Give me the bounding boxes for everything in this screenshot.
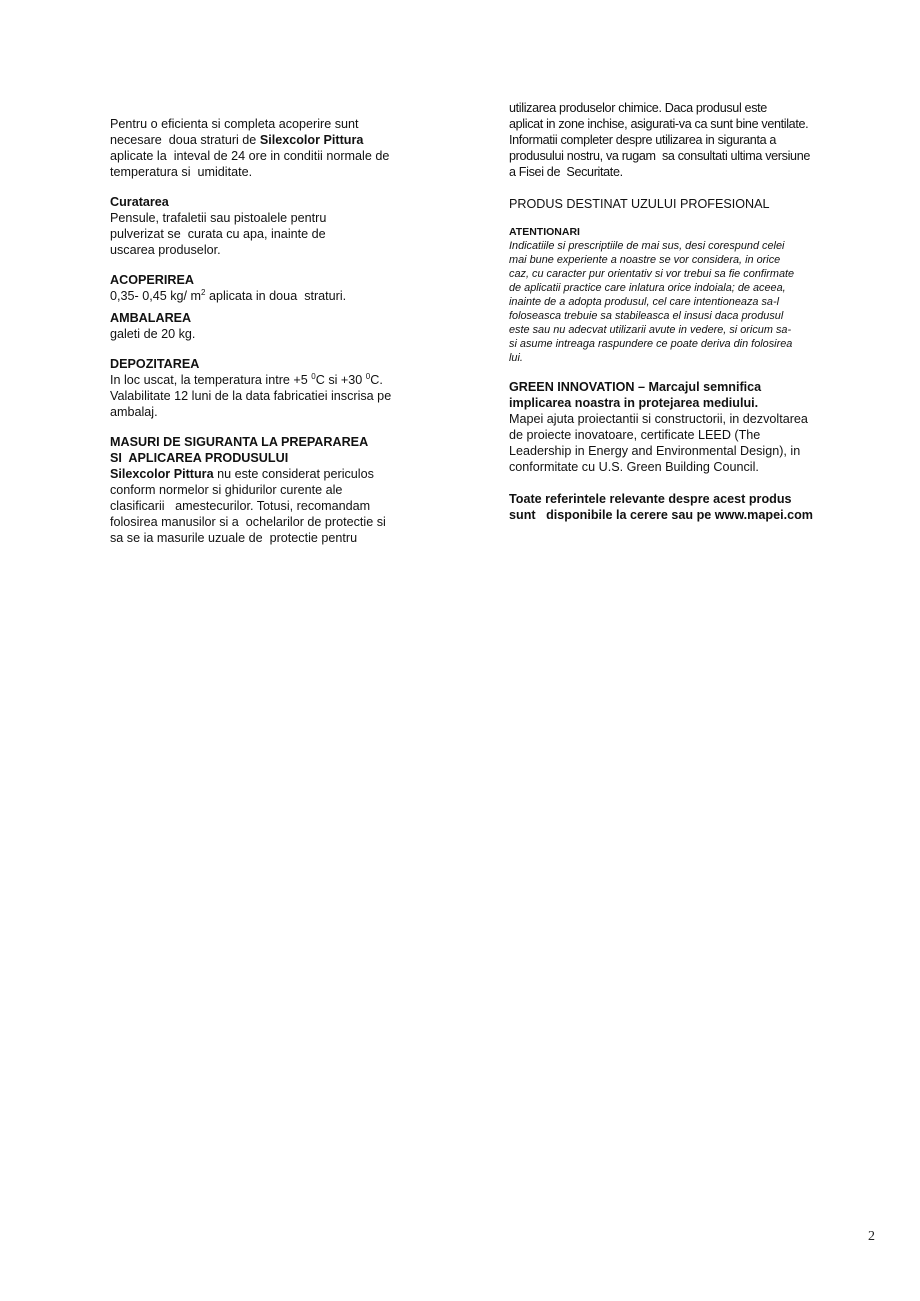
italic-line: mai bune experiente a noastre se vor considera, in orice	[509, 254, 781, 266]
section-heading: implicarea noastra in protejarea mediului.	[509, 396, 759, 410]
superscript: 0	[311, 372, 316, 381]
section-ambalarea	[110, 310, 430, 342]
bold-line: Toate referintele relevante despre acest produs	[509, 492, 792, 506]
professional-use-notice: PRODUS DESTINAT UZULUI PROFESIONAL	[509, 197, 770, 211]
section-atentionari	[509, 226, 849, 365]
references-notice	[509, 491, 849, 523]
text-line: Pensule, trafaletii sau pistoalele pentru	[110, 211, 327, 225]
section-green-innovation	[509, 379, 849, 475]
section-heading: ATENTIONARI	[509, 226, 580, 238]
section-acoperirea	[110, 272, 430, 304]
text-line	[110, 132, 430, 148]
text-line: clasificarii amestecurilor. Totusi, recomandam	[110, 499, 371, 513]
intro-paragraph	[110, 116, 430, 180]
text-fragment: necesare doua straturi de	[110, 133, 260, 147]
text-line: Informatii completer despre utilizarea in siguranta a	[509, 133, 777, 147]
section-heading: MASURI DE SIGURANTA LA PREPARAREA	[110, 435, 369, 449]
section-heading: AMBALAREA	[110, 311, 192, 325]
italic-line: foloseasca trebuie sa stabileasca el insusi daca produsul	[509, 310, 784, 322]
product-name: Silexcolor Pittura	[110, 467, 214, 481]
text-line: pulverizat se curata cu apa, inainte de	[110, 227, 326, 241]
section-heading: ACOPERIREA	[110, 273, 194, 287]
italic-line: de aplicatii practice care inlatura orice indoiala; de aceea,	[509, 282, 786, 294]
text-line: sa se ia masurile uzuale de protectie pentru	[110, 531, 358, 545]
italic-line: este sau nu adecvat utilizarii avute in vedere, si oricum sa-	[509, 324, 792, 336]
section-masuri-siguranta	[110, 434, 430, 546]
text-line: Pentru o eficienta si completa acoperire sunt	[110, 117, 359, 131]
text-line	[110, 466, 430, 482]
text-line: Mapei ajuta proiectantii si constructorii, in dezvoltarea	[509, 412, 808, 426]
product-name: Silexcolor Pittura	[259, 133, 364, 147]
italic-line: lui.	[509, 352, 523, 364]
section-curatarea	[110, 194, 430, 258]
text-line: conform normelor si ghidurilor curente ale	[110, 483, 343, 497]
italic-line: Indicatiile si prescriptiile de mai sus, desi corespund celei	[509, 240, 785, 252]
italic-line: si asume intreaga raspundere ce poate deriva din folosirea	[509, 338, 793, 350]
text-line: aplicat in zone inchise, asigurati-va ca sunt bine ventilate.	[509, 117, 809, 131]
text-fragment: C.	[370, 373, 383, 387]
bold-line: sunt disponibile la cerere sau pe www.mapei.com	[509, 508, 813, 522]
text-line: conformitate cu U.S. Green Building Council.	[509, 460, 759, 474]
text-fragment: In loc uscat, la temperatura intre +5	[110, 373, 312, 387]
section-heading: SI APLICAREA PRODUSULUI	[110, 451, 289, 465]
text-fragment: 0,35- 0,45 kg/ m	[110, 289, 202, 303]
temperature-line	[110, 372, 430, 388]
section-heading: GREEN INNOVATION – Marcajul semnifica	[509, 380, 762, 394]
italic-line: caz, cu caracter pur orientativ si vor trebui sa fie confirmate	[509, 268, 795, 280]
continuation-paragraph	[509, 100, 849, 180]
coverage-line	[110, 288, 430, 304]
left-column	[110, 116, 430, 546]
text-fragment: aplicata in doua straturi.	[205, 289, 347, 303]
text-line: uscarea produselor.	[110, 243, 221, 257]
section-heading: Curatarea	[110, 195, 169, 209]
superscript: 2	[201, 288, 206, 297]
text-line: Leadership in Energy and Environmental Design), in	[509, 444, 801, 458]
section-heading: DEPOZITAREA	[110, 357, 200, 371]
text-line: aplicate la inteval de 24 ore in conditii normale de	[110, 149, 390, 163]
text-line: produsului nostru, va rugam sa consultati ultima versiune	[509, 149, 811, 163]
text-fragment: nu este considerat periculos	[213, 467, 374, 481]
text-line: a Fisei de Securitate.	[509, 165, 623, 179]
text-line: temperatura si umiditate.	[110, 165, 253, 179]
text-line: ambalaj.	[110, 405, 158, 419]
right-column	[509, 100, 849, 523]
text-line: de proiecte inovatoare, certificate LEED (The	[509, 428, 761, 442]
superscript: 0	[365, 372, 371, 381]
text-line: folosirea manusilor si a ochelarilor de protectie si	[110, 515, 386, 529]
page-number: 2	[868, 1229, 875, 1244]
text-line: galeti de 20 kg.	[110, 327, 196, 341]
text-fragment: C si +30	[315, 373, 366, 387]
section-depozitarea	[110, 356, 430, 420]
text-line: utilizarea produselor chimice. Daca produsul este	[509, 101, 767, 115]
italic-line: inainte de a adopta produsul, cel care intentioneaza sa-l	[509, 296, 780, 308]
text-line: Valabilitate 12 luni de la data fabricatiei inscrisa pe	[110, 389, 392, 403]
